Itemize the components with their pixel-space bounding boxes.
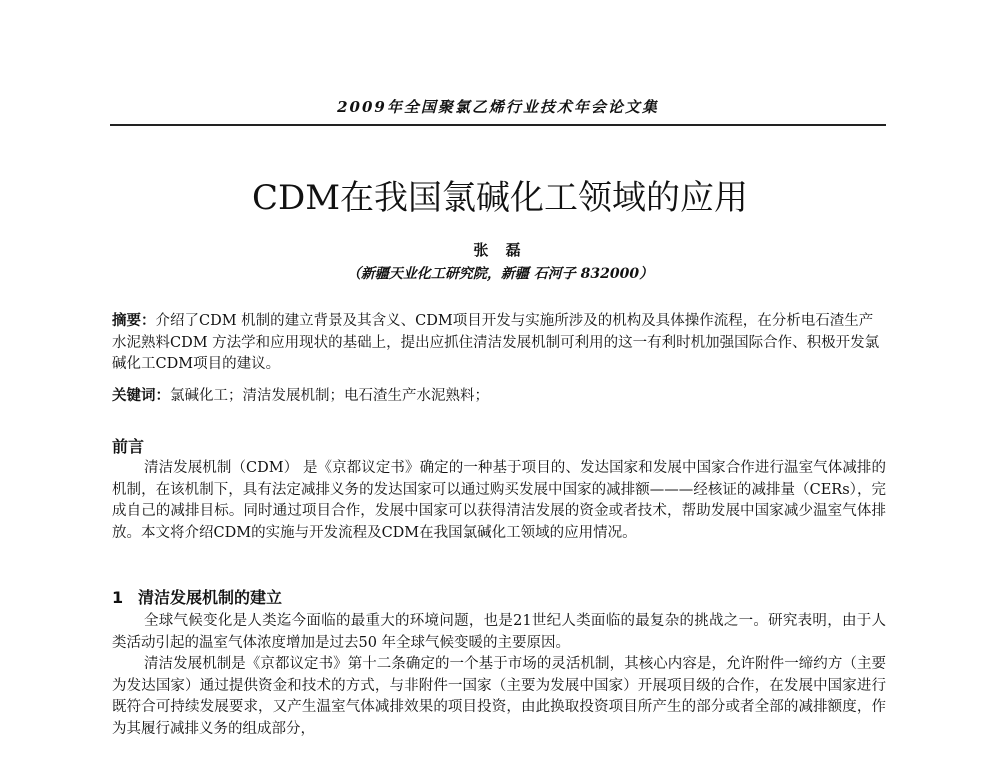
section-1-title: 清洁发展机制的建立 — [138, 588, 283, 607]
abstract — [112, 311, 886, 376]
section-1-paragraph: 全球气候变化是人类迄今面临的最重大的环境问题，也是21世纪人类面临的最复杂的挑战之一。研究表明，由于人类活动引起的温室气体浓度增加是过去50 年全球气候变暖的主要原因。 — [112, 613, 886, 651]
preface-body — [112, 458, 886, 544]
preface-paragraph: 清洁发展机制（CDM） 是《京都议定书》确定的一种基于项目的、发达国家和发展中国家合作进行温室气体减排的机制，在该机制下，具有法定减排义务的发达国家可以通过购买发展中国家的减排额———经核证的减排量（CERs），完成自己的减排目标。同时通过项目合作，发展中国家可以获得清洁发展的资金或者技术，帮助发展中国家减少温室气体排放。本文将介绍CDM的实施与开发流程及CDM在我国氯碱化工领域的应用情况。 — [112, 460, 886, 541]
keywords — [112, 386, 886, 408]
section-1-number: 1 — [112, 588, 124, 607]
header-rule — [110, 124, 886, 126]
author-name: 张 磊 — [473, 241, 527, 259]
running-header: 2009年全国聚氯乙烯行业技术年会论文集 — [337, 98, 659, 116]
keywords-text: 氯碱化工；清洁发展机制；电石渣生产水泥熟料； — [170, 388, 489, 404]
abstract-label: 摘要： — [112, 313, 156, 329]
keywords-label: 关键词： — [112, 388, 170, 404]
section-1-paragraph: 清洁发展机制是《京都议定书》第十二条确定的一个基于市场的灵活机制，其核心内容是，允许附件一缔约方（主要为发达国家）通过提供资金和技术的方式，与非附件一国家（主要为发展中国家）开展项目级的合作，在发展中国家进行既符合可持续发展要求，又产生温室气体减排效果的项目投资，由此换取投资项目所产生的部分或者全部的减排额度，作为其履行减排义务的组成部分， — [112, 656, 886, 737]
section-1-body — [112, 611, 886, 740]
preface-heading: 前言 — [112, 437, 145, 456]
section-1-heading — [112, 585, 282, 608]
article-title: CDM在我国氯碱化工领域的应用 — [251, 178, 749, 218]
author-affiliation: （新疆天业化工研究院，新疆 石河子 832000） — [346, 266, 654, 282]
abstract-text: 介绍了CDM 机制的建立背景及其含义、CDM项目开发与实施所涉及的机构及具体操作流程，在分析电石渣生产水泥熟料CDM 方法学和应用现状的基础上，提出应抓住清洁发展机制可利用的这一有利时机加强国际合作、积极开发氯碱化工CDM项目的建议。 — [112, 313, 880, 372]
